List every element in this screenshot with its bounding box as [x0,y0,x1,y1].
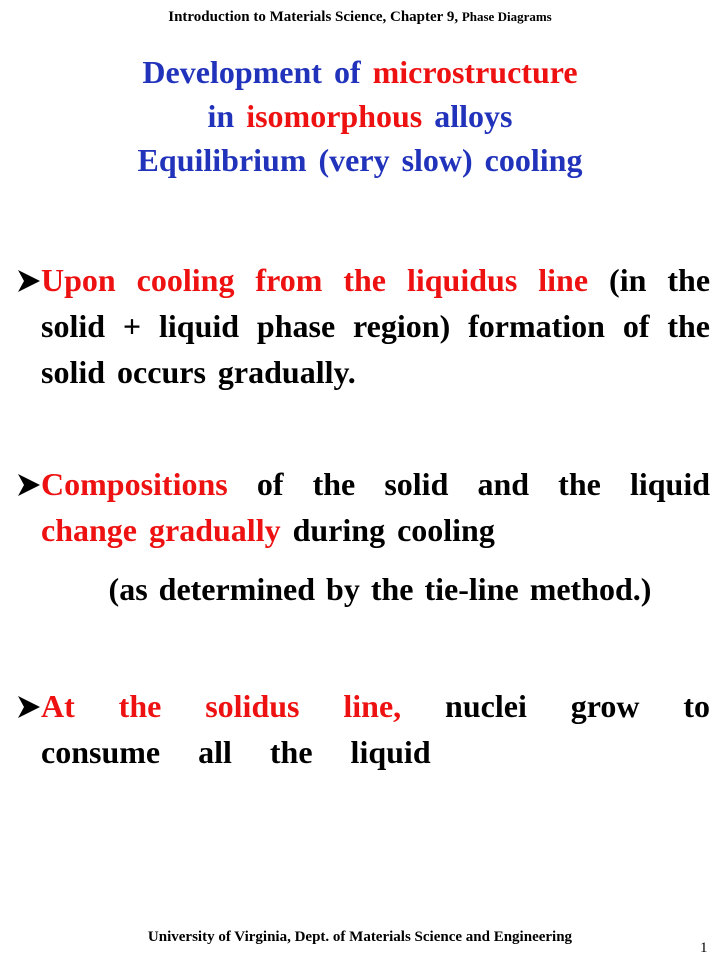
header-text: Introduction to Materials Science, Chapter 9, [168,9,459,25]
title-in: in [207,98,235,134]
tie-line-note: (as determined by the tie-line method.) [108,571,652,607]
slide-footer: University of Virginia, Dept. of Materials Science and Engineering [147,929,573,945]
slide-title [0,50,720,182]
arrow-bullet-icon [18,474,40,496]
title-line-1 [0,50,720,94]
arrow-bullet-icon [18,696,40,718]
title-isomorphous: isomorphous [246,98,423,134]
arrow-bullet-icon [18,270,40,292]
title-alloys: alloys [434,98,513,134]
bullet-text: (in the solid + liquid phase region) formation of the solid occurs gradually. [41,262,711,390]
bullet-red-text: At the solidus line, [41,688,402,724]
bullet-text: of the solid and the liquid [256,466,711,502]
bullet-red-text-2: change gradually [41,512,281,548]
header-subtitle: Phase Diagrams [461,9,552,24]
title-development: Development of [142,54,361,90]
bullet-cooling [18,257,710,395]
title-microstructure: microstructure [372,54,578,90]
bullet-text-2: during cooling [292,512,495,548]
bullet-solidus [18,683,710,775]
bullet-red-text: Compositions [41,466,228,502]
bullet-body [18,683,710,775]
page-number: 1 [700,940,708,956]
bullet-body [18,461,710,553]
title-line-3: Equilibrium (very slow) cooling [137,142,583,178]
title-line-2 [0,94,720,138]
bullet-red-text: Upon cooling from the liquidus line [41,262,589,298]
bullet-body [18,257,710,395]
bullet-text: nuclei grow to consume all the liquid [41,688,710,770]
slide-header [0,8,720,26]
bullet-compositions [18,461,710,553]
